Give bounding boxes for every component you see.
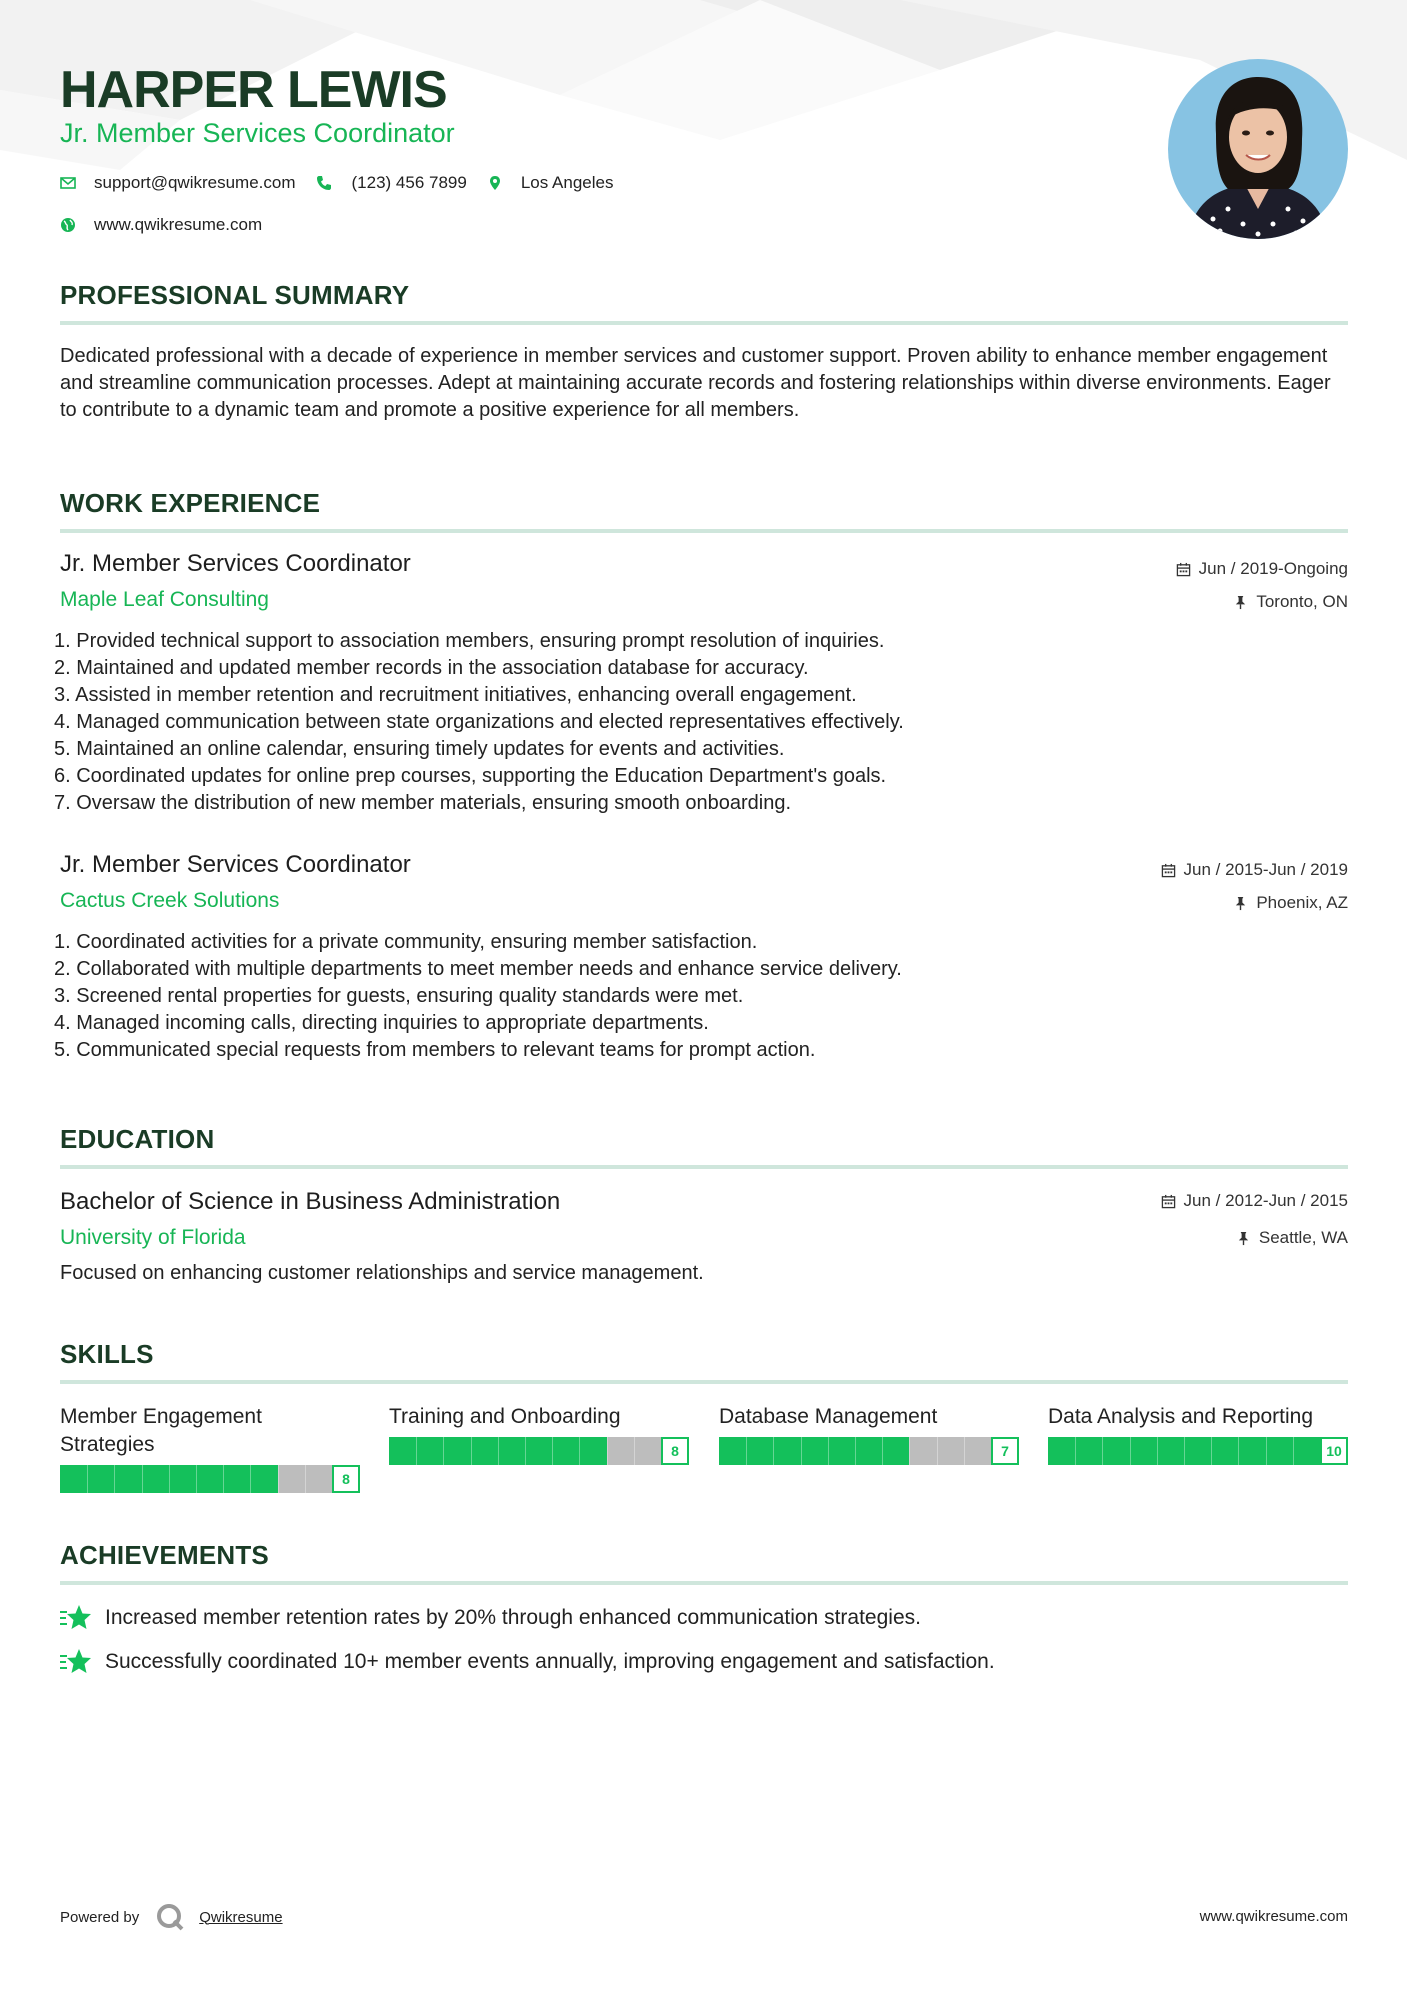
contact-phone[interactable] <box>316 173 467 193</box>
job-title: Jr. Member Services Coordinator <box>60 550 411 577</box>
education-dates-text: Jun / 2012-Jun / 2015 <box>1183 1191 1348 1210</box>
skill-bar-fill <box>719 1437 909 1465</box>
profile-photo <box>1168 59 1348 239</box>
powered-by-text: Powered by <box>60 1908 140 1926</box>
pushpin-icon <box>1233 896 1248 911</box>
skill-item <box>389 1403 689 1465</box>
envelope-icon <box>60 175 76 191</box>
skill-bar-segment-divider <box>1075 1437 1076 1465</box>
calendar-icon <box>1161 863 1176 878</box>
skill-item <box>60 1403 360 1493</box>
list-item: 4. Managed communication between state organizations and elected representatives effectively. <box>54 711 904 733</box>
skill-bar-segment-divider <box>471 1437 472 1465</box>
section-divider <box>60 1165 1348 1169</box>
skill-bar-segment-divider <box>882 1437 883 1465</box>
job-location-text: Phoenix, AZ <box>1256 893 1348 912</box>
skill-level-value: 8 <box>661 1437 689 1465</box>
education-location <box>1236 1228 1348 1248</box>
candidate-name: HARPER LEWIS <box>60 61 447 119</box>
contact-row <box>60 173 633 193</box>
section-title-experience: WORK EXPERIENCE <box>60 488 321 518</box>
school-name: University of Florida <box>60 1226 246 1249</box>
skill-bar-segment-divider <box>1130 1437 1131 1465</box>
education-location-text: Seattle, WA <box>1258 1228 1348 1247</box>
skill-bar-segment-divider <box>416 1437 417 1465</box>
skill-level-bar <box>719 1437 1019 1465</box>
skill-bar-segment-divider <box>1184 1437 1185 1465</box>
skill-bar-segment-divider <box>607 1437 608 1465</box>
job-dates-text: Jun / 2019-Ongoing <box>1198 559 1348 578</box>
email-text: support@qwikresume.com <box>94 173 296 192</box>
list-item: 1. Provided technical support to association members, ensuring prompt resolution of inquiries. <box>54 630 885 652</box>
list-item: 5. Communicated special requests from members to relevant teams for prompt action. <box>54 1039 816 1061</box>
skill-bar-segment-divider <box>552 1437 553 1465</box>
list-item: 1. Coordinated activities for a private community, ensuring member satisfaction. <box>54 931 758 953</box>
job-location <box>1233 893 1348 913</box>
skill-bar-segment-divider <box>443 1437 444 1465</box>
skill-bar-segment-divider <box>937 1437 938 1465</box>
skill-bar-empty <box>909 1437 991 1465</box>
skill-bar-segment-divider <box>855 1437 856 1465</box>
section-title-education: EDUCATION <box>60 1124 215 1154</box>
skill-bar-segment-divider <box>305 1465 306 1493</box>
skill-name: Database Management <box>719 1405 938 1428</box>
achievement-item <box>60 1648 995 1676</box>
skill-bar-segment-divider <box>773 1437 774 1465</box>
contact-website[interactable] <box>60 215 262 235</box>
education-dates <box>1161 1191 1348 1211</box>
section-divider <box>60 1581 1348 1585</box>
list-item: 6. Coordinated updates for online prep courses, supporting the Education Department's goals. <box>54 765 887 787</box>
skill-bar-segment-divider <box>114 1465 115 1493</box>
skill-bar-segment-divider <box>828 1437 829 1465</box>
list-item: 5. Maintained an online calendar, ensuring timely updates for events and activities. <box>54 738 785 760</box>
skill-bar-segment-divider <box>223 1465 224 1493</box>
skill-bar-segment-divider <box>746 1437 747 1465</box>
skill-bar-segment-divider <box>909 1437 910 1465</box>
skill-level-bar <box>1048 1437 1348 1465</box>
degree-title: Bachelor of Science in Business Administration <box>60 1188 561 1215</box>
education-description: Focused on enhancing customer relationships and service management. <box>60 1262 704 1284</box>
skill-bar-segment-divider <box>169 1465 170 1493</box>
candidate-title: Jr. Member Services Coordinator <box>60 118 455 148</box>
phone-icon <box>316 175 332 191</box>
section-title-summary: PROFESSIONAL SUMMARY <box>60 280 410 310</box>
achievement-item <box>60 1604 921 1632</box>
skill-bar-segment-divider <box>278 1465 279 1493</box>
contact-email[interactable] <box>60 173 296 193</box>
achievement-text: Increased member retention rates by 20% through enhanced communication strategies. <box>105 1606 921 1629</box>
job-company: Cactus Creek Solutions <box>60 889 280 912</box>
section-title-achievements: ACHIEVEMENTS <box>60 1540 269 1570</box>
skill-level-bar <box>389 1437 689 1465</box>
list-item: 4. Managed incoming calls, directing inquiries to appropriate departments. <box>54 1012 709 1034</box>
job-bullets <box>54 628 904 817</box>
pushpin-icon <box>1233 595 1248 610</box>
skill-item <box>1048 1403 1348 1465</box>
skill-bar-segment-divider <box>1238 1437 1239 1465</box>
star-achievement-icon <box>60 1648 92 1676</box>
contact-row-website <box>60 215 282 235</box>
job-company: Maple Leaf Consulting <box>60 588 269 611</box>
skill-name: Member Engagement Strategies <box>60 1405 262 1456</box>
calendar-icon <box>1176 562 1191 577</box>
summary-text: Dedicated professional with a decade of experience in member services and customer support. Proven ability to enhance member engagement and streamline communication processes. Adept at maintaining accurate records and fostering relationships within diverse environments. Eager to contribute to a dynamic team and promote a positive experience for all members. <box>60 345 1331 421</box>
skill-name: Training and Onboarding <box>389 1405 621 1428</box>
skill-name: Data Analysis and Reporting <box>1048 1405 1313 1428</box>
job-dates <box>1176 559 1348 579</box>
skill-bar-segment-divider <box>1211 1437 1212 1465</box>
skill-bar-segment-divider <box>1266 1437 1267 1465</box>
skill-level-value: 10 <box>1320 1437 1348 1465</box>
list-item: 2. Collaborated with multiple departments to meet member needs and enhance service delivery. <box>54 958 902 980</box>
page-footer <box>60 1902 1348 1932</box>
job-title: Jr. Member Services Coordinator <box>60 851 411 878</box>
job-dates <box>1161 860 1348 880</box>
star-achievement-icon <box>60 1604 92 1632</box>
phone-text: (123) 456 7899 <box>351 173 467 192</box>
qwikresume-logo-icon <box>155 1902 185 1932</box>
skill-bar-segment-divider <box>250 1465 251 1493</box>
qwikresume-link[interactable]: Qwikresume <box>199 1908 283 1926</box>
website-text: www.qwikresume.com <box>94 215 263 234</box>
skill-level-value: 8 <box>332 1465 360 1493</box>
list-item: 2. Maintained and updated member records in the association database for accuracy. <box>54 657 809 679</box>
skill-bar-segment-divider <box>525 1437 526 1465</box>
skill-bar-segment-divider <box>964 1437 965 1465</box>
globe-icon <box>60 217 76 233</box>
list-item: 3. Assisted in member retention and recruitment initiatives, enhancing overall engagement. <box>54 684 857 706</box>
achievement-text: Successfully coordinated 10+ member events annually, improving engagement and satisfaction. <box>105 1650 995 1673</box>
calendar-icon <box>1161 1194 1176 1209</box>
skill-bar-segment-divider <box>498 1437 499 1465</box>
skill-level-value: 7 <box>991 1437 1019 1465</box>
job-dates-text: Jun / 2015-Jun / 2019 <box>1183 860 1348 879</box>
skill-bar-segment-divider <box>801 1437 802 1465</box>
skill-bar-segment-divider <box>579 1437 580 1465</box>
skill-bar-segment-divider <box>196 1465 197 1493</box>
skill-item <box>719 1403 1019 1465</box>
pushpin-icon <box>1236 1231 1251 1246</box>
section-divider <box>60 529 1348 533</box>
skill-level-bar <box>60 1465 360 1493</box>
map-marker-icon <box>487 175 503 191</box>
skill-bar-segment-divider <box>87 1465 88 1493</box>
section-title-skills: SKILLS <box>60 1339 154 1369</box>
section-divider <box>60 1380 1348 1384</box>
skill-bar-segment-divider <box>142 1465 143 1493</box>
footer-website-link[interactable]: www.qwikresume.com <box>1199 1908 1348 1925</box>
skill-bar-segment-divider <box>1102 1437 1103 1465</box>
job-bullets <box>54 929 902 1064</box>
list-item: 3. Screened rental properties for guests, ensuring quality standards were met. <box>54 985 744 1007</box>
section-divider <box>60 321 1348 325</box>
location-text: Los Angeles <box>520 173 614 192</box>
skill-bar-segment-divider <box>1293 1437 1294 1465</box>
job-location <box>1233 592 1348 612</box>
job-location-text: Toronto, ON <box>1256 592 1348 611</box>
skill-bar-segment-divider <box>634 1437 635 1465</box>
skill-bar-segment-divider <box>1157 1437 1158 1465</box>
contact-location <box>487 173 614 193</box>
list-item: 7. Oversaw the distribution of new member materials, ensuring smooth onboarding. <box>54 792 792 814</box>
